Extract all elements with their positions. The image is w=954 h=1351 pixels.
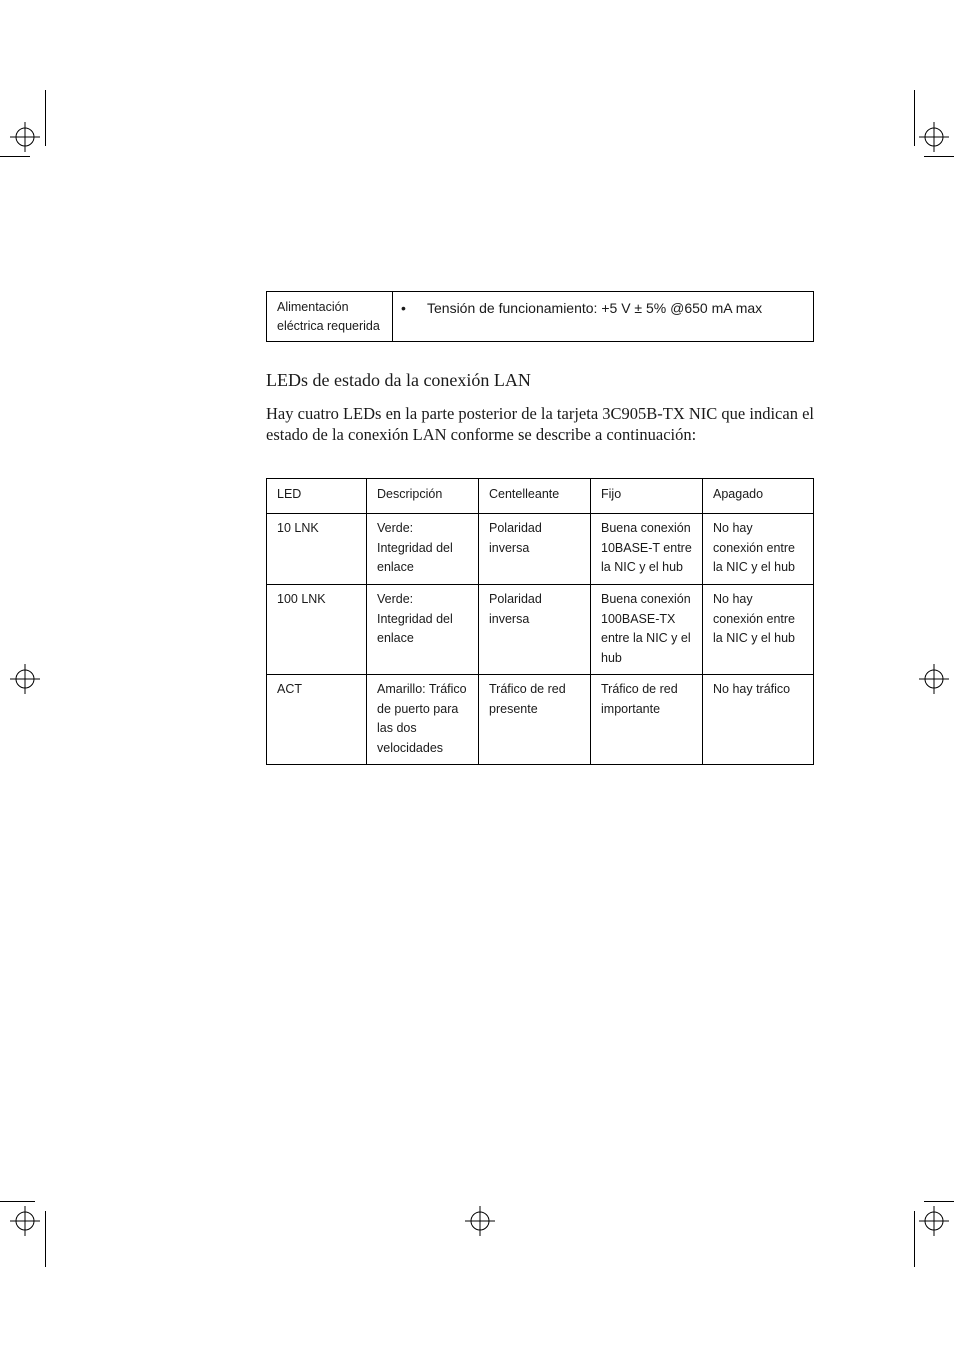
crop-mark <box>45 1211 46 1267</box>
cell-led: 100 LNK <box>267 585 367 675</box>
intro-paragraph: Hay cuatro LEDs en la parte posterior de la tarjeta 3C905B-TX NIC que indican el estado de la conexión LAN conforme se describe a continuación: <box>266 404 814 444</box>
table-header-row <box>267 479 814 514</box>
registration-mark-icon <box>10 664 40 694</box>
crop-mark <box>924 156 954 157</box>
section-heading: LEDs de estado da la conexión LAN <box>266 370 531 390</box>
cell-steady: Buena conexión 100BASE-TX entre la NIC y el hub <box>591 585 703 675</box>
column-header-led: LED <box>267 479 367 514</box>
cell-off: No hay tráfico <box>703 675 814 765</box>
cell-led: 10 LNK <box>267 514 367 585</box>
column-header-blinking: Centelleante <box>479 479 591 514</box>
registration-mark-icon <box>10 1206 40 1236</box>
cell-steady: Tráfico de red importante <box>591 675 703 765</box>
column-header-steady: Fijo <box>591 479 703 514</box>
cell-blinking: Polaridad inversa <box>479 585 591 675</box>
crop-mark <box>914 1211 915 1267</box>
cell-description: Verde: Integridad del enlace <box>367 585 479 675</box>
crop-mark <box>0 156 30 157</box>
cell-blinking: Tráfico de red presente <box>479 675 591 765</box>
crop-mark <box>914 90 915 146</box>
column-header-off: Apagado <box>703 479 814 514</box>
power-spec-cell <box>393 292 814 342</box>
cell-description: Verde: Integridad del enlace <box>367 514 479 585</box>
cell-description: Amarillo: Tráfico de puerto para las dos velocidades <box>367 675 479 765</box>
power-spec-text: Tensión de funcionamiento: +5 V ± 5% @650 mA max <box>427 300 763 316</box>
crop-mark <box>45 90 46 146</box>
power-requirement-table <box>266 291 814 342</box>
crop-mark <box>0 1201 35 1202</box>
crop-mark <box>924 1201 954 1202</box>
table-row <box>267 585 814 675</box>
table-row <box>267 292 814 342</box>
table-row <box>267 675 814 765</box>
table-row <box>267 514 814 585</box>
column-header-description: Descripción <box>367 479 479 514</box>
power-label-cell: Alimentación eléctrica requerida <box>267 292 393 342</box>
cell-off: No hay conexión entre la NIC y el hub <box>703 514 814 585</box>
cell-off: No hay conexión entre la NIC y el hub <box>703 585 814 675</box>
registration-mark-icon <box>919 1206 949 1236</box>
cell-steady: Buena conexión 10BASE-T entre la NIC y el hub <box>591 514 703 585</box>
led-status-table <box>266 478 814 765</box>
registration-mark-icon <box>919 664 949 694</box>
registration-mark-icon <box>10 122 40 152</box>
cell-blinking: Polaridad inversa <box>479 514 591 585</box>
registration-mark-icon <box>465 1206 495 1236</box>
registration-mark-icon <box>919 122 949 152</box>
bullet-icon: • <box>401 300 406 316</box>
cell-led: ACT <box>267 675 367 765</box>
